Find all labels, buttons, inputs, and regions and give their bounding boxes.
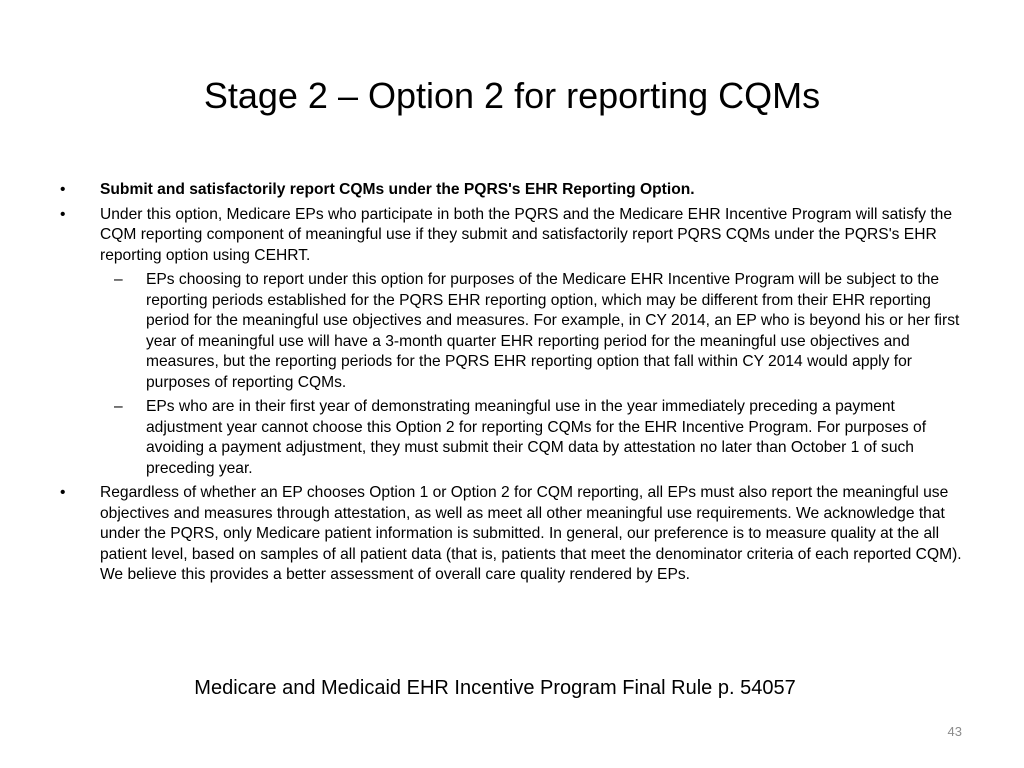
bullet-marker: • — [60, 205, 66, 223]
bullet-text: Regardless of whether an EP chooses Option 1 or Option 2 for CQM reporting, all EPs must also report the meaningful use objectives and measures through attestation, as well as meet all other meaningful use requirements. We acknowledge that under the PQRS, only Medicare patient information is submitted. In general, our preference is to measure quality at the all patient level, based on samples of all patient data (that is, patients that meet the denominator criteria of each reported CQM). We believe this provides a better assessment of overall care quality rendered by EPs. — [100, 484, 962, 583]
sub-bullet-item — [58, 397, 966, 479]
bullet-text: Submit and satisfactorily report CQMs under the PQRS's EHR Reporting Option. — [100, 181, 695, 198]
dash-marker: – — [114, 271, 123, 288]
sub-bullet-text: EPs who are in their first year of demonstrating meaningful use in the year immediately preceding a payment adjustment year cannot choose this Option 2 for reporting CQMs for the EHR Incentive Program. For purposes of avoiding a payment adjustment, they must submit their CQM data by attestation no later than October 1 of such preceding year. — [146, 398, 927, 477]
bullet-item — [58, 205, 966, 267]
bullet-item — [58, 483, 966, 586]
bullet-text: Under this option, Medicare EPs who participate in both the PQRS and the Medicare EHR Incentive Program will satisfy the CQM reporting component of meaningful use if they submit and satisfactorily report PQRS CQMs under the PQRS's EHR reporting option using CEHRT. — [100, 205, 952, 264]
slide-title: Stage 2 – Option 2 for reporting CQMs — [203, 75, 821, 116]
dash-marker: – — [114, 398, 123, 415]
citation: Medicare and Medicaid EHR Incentive Program Final Rule p. 54057 — [194, 677, 796, 699]
bullet-marker: • — [60, 484, 66, 501]
slide-body — [58, 180, 966, 590]
sub-bullet-item — [58, 270, 966, 393]
bullet-item — [58, 180, 966, 201]
page-number: 43 — [947, 724, 962, 739]
sub-bullet-text: EPs choosing to report under this option for purposes of the Medicare EHR Incentive Program will be subject to the reporting periods established for the PQRS EHR reporting option, which may be different from their EHR reporting period for the meaningful use objectives and measures. For example, in CY 2014, an EP who is beyond his or her first year of meaningful use will have a 3-month quarter EHR reporting period for the meaningful use objectives and measures, but the reporting periods for the PQRS EHR reporting option that fall within CY 2014 would apply for purposes of reporting CQMs. — [146, 271, 960, 391]
bullet-marker: • — [60, 181, 66, 198]
